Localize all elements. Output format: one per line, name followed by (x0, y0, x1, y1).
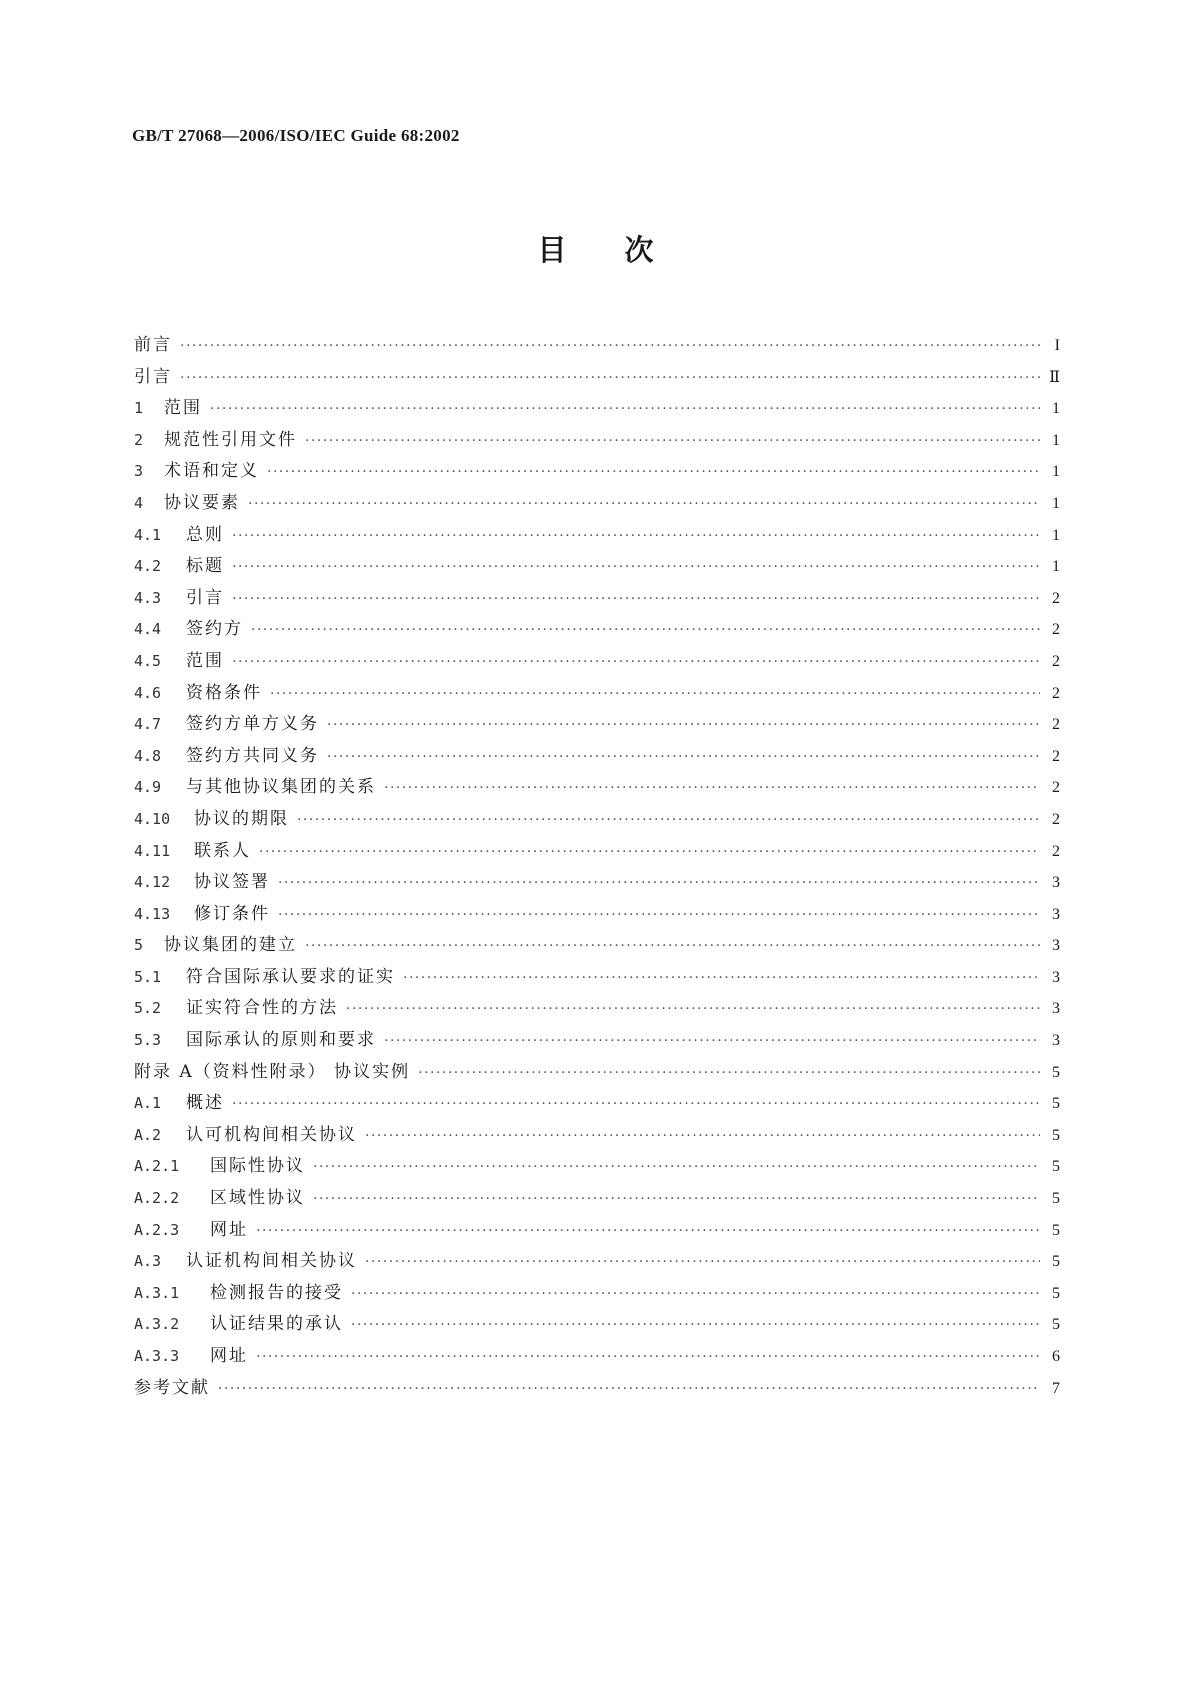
toc-entry-page: 3 (1052, 905, 1060, 923)
toc-entry-page: 1 (1052, 431, 1060, 449)
toc-dot-leader (256, 1216, 1040, 1248)
toc-entry-number: A.3.2 (134, 1315, 180, 1334)
toc-dot-leader (248, 489, 1040, 521)
toc-entry-page: 2 (1052, 842, 1060, 860)
toc-entry[interactable] (134, 1151, 1060, 1183)
toc-entry[interactable] (134, 646, 1060, 678)
toc-entry-page: 3 (1052, 1032, 1060, 1050)
toc-dot-leader (270, 679, 1040, 711)
toc-dot-leader (305, 426, 1040, 458)
toc-entry-page: 2 (1052, 684, 1060, 702)
toc-entry[interactable] (134, 614, 1060, 646)
toc-dot-leader (365, 1247, 1040, 1279)
toc-entry-number: A.3 (134, 1252, 162, 1271)
toc-entry-page: 2 (1052, 716, 1060, 734)
toc-entry[interactable] (134, 993, 1060, 1025)
toc-entry-label: 证实符合性的方法 (186, 998, 338, 1019)
toc-entry-number: 4.3 (134, 588, 162, 607)
toc-dot-leader (351, 1279, 1040, 1311)
toc-entry-label: 前言 (134, 335, 172, 355)
toc-entry-number: A.3.3 (134, 1347, 180, 1365)
toc-dot-leader (384, 1026, 1040, 1058)
toc-entry-label: 签约方 (186, 619, 243, 640)
standard-code-header: GB/T 27068—2006/ISO/IEC Guide 68:2002 (132, 126, 460, 145)
toc-entry[interactable] (134, 678, 1060, 710)
toc-entry-label: 符合国际承认要求的证实 (186, 966, 395, 987)
toc-entry-number: A.3.1 (134, 1283, 180, 1302)
toc-entry[interactable] (134, 520, 1060, 552)
toc-entry-number: 5.3 (134, 1031, 162, 1050)
toc-entry-number: A.2.1 (134, 1157, 180, 1176)
toc-entry-label: 总则 (186, 524, 224, 545)
toc-dot-leader (267, 457, 1040, 489)
toc-entry-label: 范围 (164, 398, 202, 419)
toc-entry-page: 7 (1052, 1379, 1060, 1397)
toc-entry-page: 1 (1052, 558, 1060, 576)
toc-entry-label: 修订条件 (194, 903, 270, 924)
toc-entry-label: 网址 (210, 1346, 248, 1366)
toc-entry-page: 5 (1052, 1063, 1060, 1081)
toc-entry[interactable] (134, 804, 1060, 836)
toc-entry[interactable] (134, 741, 1060, 773)
toc-dot-leader (384, 773, 1040, 805)
toc-entry-page: 2 (1052, 747, 1060, 765)
toc-dot-leader (346, 994, 1040, 1026)
toc-entry-page: 3 (1052, 968, 1060, 986)
toc-entry-label: 认证结果的承认 (210, 1314, 343, 1335)
toc-entry-number: 2 (134, 430, 144, 449)
toc-entry-label: 附录 A（资料性附录） 协议实例 (134, 1061, 411, 1082)
toc-entry-number: A.2.3 (134, 1220, 180, 1239)
toc-dot-leader (327, 742, 1040, 774)
toc-entry[interactable] (134, 1278, 1060, 1310)
toc-dot-leader (232, 1089, 1040, 1121)
toc-entry-page: 2 (1052, 621, 1060, 639)
page-title: 目次 (537, 233, 712, 267)
toc-entry-label: 规范性引用文件 (164, 429, 297, 450)
toc-entry-number: 5 (134, 936, 144, 955)
toc-entry[interactable] (134, 930, 1060, 962)
toc-entry-page: 2 (1052, 779, 1060, 797)
toc-entry-label: 协议的期限 (194, 808, 289, 829)
toc-dot-leader (278, 868, 1040, 900)
toc-entry[interactable] (134, 772, 1060, 804)
toc-entry-number: A.2 (134, 1125, 162, 1144)
toc-entry[interactable] (134, 488, 1060, 520)
toc-dot-leader (351, 1310, 1040, 1342)
toc-entry[interactable] (134, 962, 1060, 994)
toc-entry-page: 3 (1052, 937, 1060, 955)
toc-entry[interactable] (134, 425, 1060, 457)
toc-entry-label: 资格条件 (186, 682, 262, 703)
toc-entry[interactable] (134, 1057, 1060, 1089)
toc-dot-leader (313, 1152, 1040, 1184)
toc-entry-number: 5.1 (134, 967, 162, 986)
toc-entry-page: Ⅱ (1049, 368, 1060, 386)
toc-entry-number: 4.7 (134, 715, 162, 734)
toc-entry-label: 签约方单方义务 (186, 714, 319, 735)
toc-entry[interactable] (134, 1088, 1060, 1120)
toc-dot-leader (232, 552, 1040, 584)
toc-dot-leader (218, 1374, 1040, 1406)
toc-entry-label: 参考文献 (134, 1377, 210, 1398)
toc-entry-label: 协议签署 (194, 872, 270, 893)
toc-dot-leader (232, 647, 1040, 679)
toc-entry-page: 5 (1052, 1095, 1060, 1113)
toc-entry-label: 协议集团的建立 (164, 935, 297, 956)
toc-entry-label: 联系人 (194, 840, 251, 861)
toc-entry-page: 1 (1052, 494, 1060, 512)
toc-entry[interactable] (134, 1025, 1060, 1057)
toc-entry-page: 1 (1052, 526, 1060, 544)
toc-entry-label: 协议要素 (164, 492, 240, 513)
toc-dot-leader (365, 1121, 1040, 1153)
toc-entry-page: 2 (1052, 589, 1060, 607)
toc-entry[interactable] (134, 583, 1060, 615)
toc-dot-leader (259, 837, 1040, 869)
toc-entry-page: 2 (1052, 810, 1060, 828)
toc-entry-page: 1 (1052, 463, 1060, 481)
toc-entry-number: A.2.2 (134, 1189, 180, 1208)
toc-entry-page: 1 (1052, 400, 1060, 418)
toc-entry[interactable] (134, 330, 1060, 362)
toc-entry-number: 4.4 (134, 620, 162, 639)
toc-dot-leader (313, 1184, 1040, 1216)
toc-entry-label: 认证机构间相关协议 (186, 1251, 357, 1272)
toc-entry-label: 范围 (186, 650, 224, 671)
toc-entry-label: 引言 (186, 587, 224, 608)
toc-entry-number: 4 (134, 493, 144, 512)
toc-dot-leader (180, 331, 1040, 363)
toc-entry-page: 5 (1052, 1158, 1060, 1176)
toc-dot-leader (210, 394, 1040, 426)
toc-entry-page: 5 (1052, 1253, 1060, 1271)
toc-dot-leader (232, 521, 1040, 553)
toc-entry-page: 5 (1052, 1284, 1060, 1302)
toc-entry-page: 5 (1052, 1316, 1060, 1334)
toc-entry[interactable] (134, 1246, 1060, 1278)
table-of-contents (134, 330, 1060, 1404)
toc-dot-leader (256, 1342, 1040, 1374)
toc-entry-number: 5.2 (134, 999, 162, 1018)
toc-entry[interactable] (134, 1120, 1060, 1152)
toc-dot-leader (251, 615, 1040, 647)
toc-entry-label: 签约方共同义务 (186, 745, 319, 766)
toc-entry-label: 网址 (210, 1219, 248, 1240)
toc-entry-label: 认可机构间相关协议 (186, 1124, 357, 1145)
toc-entry-number: 4.2 (134, 557, 162, 576)
toc-entry-label: 国际性协议 (210, 1156, 305, 1177)
toc-dot-leader (180, 363, 1040, 395)
toc-entry-page: 5 (1052, 1190, 1060, 1208)
toc-entry[interactable] (134, 899, 1060, 931)
toc-entry-page: 5 (1052, 1126, 1060, 1144)
toc-dot-leader (278, 900, 1040, 932)
toc-dot-leader (327, 710, 1040, 742)
toc-dot-leader (305, 931, 1040, 963)
toc-entry-number: 4.13 (134, 904, 171, 923)
toc-entry-page: 2 (1052, 652, 1060, 670)
toc-entry[interactable] (134, 362, 1060, 394)
toc-entry[interactable] (134, 1341, 1060, 1373)
toc-entry-number: 4.9 (134, 778, 162, 797)
toc-entry-page: 5 (1052, 1221, 1060, 1239)
toc-entry-page: I (1054, 337, 1060, 354)
toc-dot-leader (403, 963, 1040, 995)
toc-entry-number: 3 (134, 462, 144, 481)
toc-entry-label: 概述 (186, 1093, 224, 1114)
toc-entry[interactable] (134, 836, 1060, 868)
toc-entry-label: 标题 (186, 556, 224, 577)
toc-entry-label: 区域性协议 (210, 1188, 305, 1209)
toc-entry-label: 国际承认的原则和要求 (186, 1030, 376, 1051)
toc-entry[interactable] (134, 393, 1060, 425)
toc-entry-number: 1 (134, 399, 144, 418)
toc-entry[interactable] (134, 456, 1060, 488)
toc-entry[interactable] (134, 1215, 1060, 1247)
toc-entry[interactable] (134, 1373, 1060, 1405)
toc-entry-number: 4.10 (134, 809, 171, 828)
toc-entry-page: 3 (1052, 1000, 1060, 1018)
toc-entry[interactable] (134, 551, 1060, 583)
toc-entry-number: A.1 (134, 1094, 162, 1113)
toc-entry-number: 4.8 (134, 746, 162, 765)
toc-entry[interactable] (134, 1183, 1060, 1215)
toc-entry-label: 检测报告的接受 (210, 1282, 343, 1303)
toc-entry-label: 术语和定义 (164, 461, 259, 482)
toc-dot-leader (418, 1058, 1040, 1090)
toc-dot-leader (232, 584, 1040, 616)
toc-entry-number: 4.5 (134, 651, 162, 670)
toc-entry-label: 引言 (134, 366, 172, 387)
toc-entry-page: 6 (1052, 1348, 1060, 1365)
toc-entry-number: 4.6 (134, 683, 162, 702)
toc-entry-number: 4.11 (134, 841, 171, 860)
toc-entry-number: 4.1 (134, 525, 162, 544)
toc-entry-label: 与其他协议集团的关系 (186, 777, 376, 798)
toc-entry-page: 3 (1052, 874, 1060, 892)
toc-dot-leader (297, 805, 1040, 837)
toc-entry[interactable] (134, 709, 1060, 741)
toc-entry[interactable] (134, 867, 1060, 899)
toc-entry-number: 4.12 (134, 873, 171, 892)
toc-entry[interactable] (134, 1309, 1060, 1341)
